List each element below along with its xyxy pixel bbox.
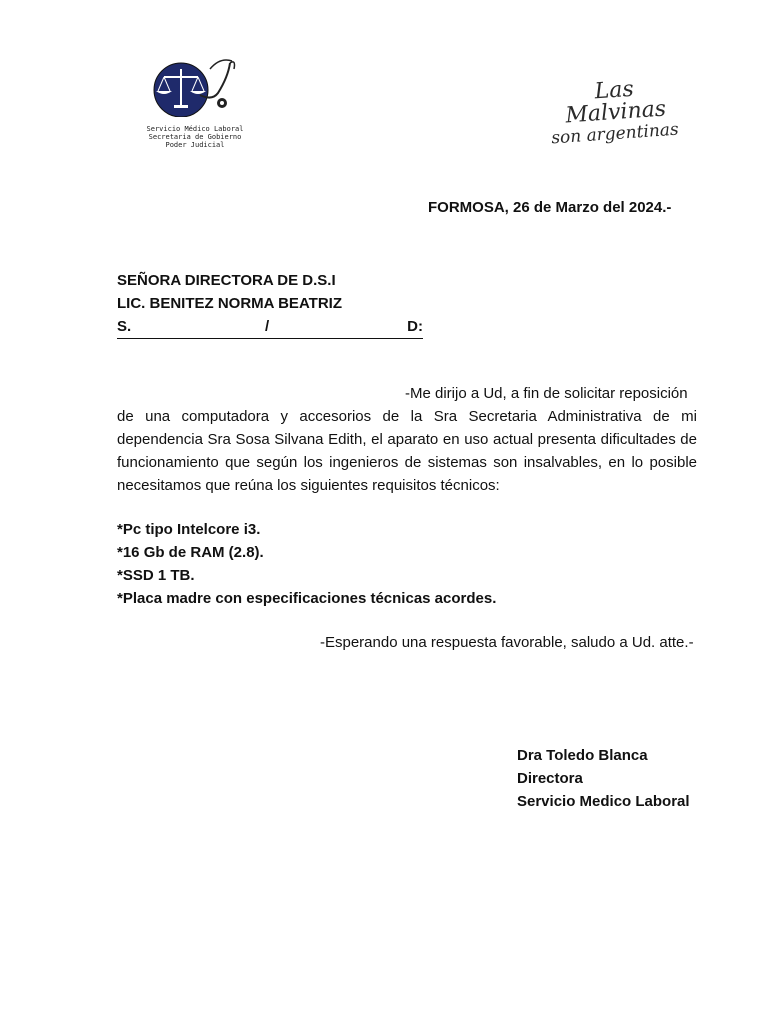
body-paragraph [117, 382, 697, 497]
requirement-item: *Pc tipo Intelcore i3. [117, 521, 261, 538]
recipient-name: LIC. BENITEZ NORMA BEATRIZ [117, 295, 342, 312]
signer-title: Directora [517, 770, 583, 787]
body-first-line: -Me dirijo a Ud, a fin de solicitar reposición [405, 385, 688, 402]
requirement-item: *SSD 1 TB. [117, 567, 195, 584]
signature-block [517, 744, 717, 813]
signer-department: Servicio Medico Laboral [517, 793, 690, 810]
slogan-line: son argentinas [550, 119, 680, 149]
closing-line: -Esperando una respuesta favorable, saludo a Ud. atte.- [320, 634, 694, 651]
signer-name: Dra Toledo Blanca [517, 747, 648, 764]
recipient-title: SEÑORA DIRECTORA DE D.S.I [117, 272, 336, 289]
sd-underline [117, 315, 423, 339]
requirement-item: *Placa madre con especificaciones técnicas acordes. [117, 590, 497, 607]
requirement-item: *16 Gb de RAM (2.8). [117, 544, 264, 561]
sd-d: D: [407, 318, 423, 335]
sd-slash: / [265, 318, 270, 335]
slogan-line: Las Malvinas [564, 76, 667, 129]
requirements-list [117, 518, 697, 610]
sd-s: S. [117, 318, 132, 335]
scales-stethoscope-icon [140, 55, 250, 117]
letterhead-logo [140, 55, 250, 150]
logo-caption-line: Servicio Médico Laboral [146, 125, 244, 133]
malvinas-slogan [545, 76, 685, 149]
date-line: FORMOSA, 26 de Marzo del 2024.- [428, 199, 672, 216]
logo-caption-line: Poder Judicial [165, 141, 225, 149]
body-text: de una computadora y accesorios de la Sra Secretaria Administrativa de mi dependencia Sra Sosa Silvana Edith, el aparato en uso actual presenta dificultades de funcionamiento que según los ingenieros de sistemas son insalvables, en lo posible necesitamos que reúna los siguientes requisitos técnicos: [117, 408, 697, 494]
logo-caption-line: Secretaria de Gobierno [148, 133, 242, 141]
recipient-block [117, 269, 437, 315]
